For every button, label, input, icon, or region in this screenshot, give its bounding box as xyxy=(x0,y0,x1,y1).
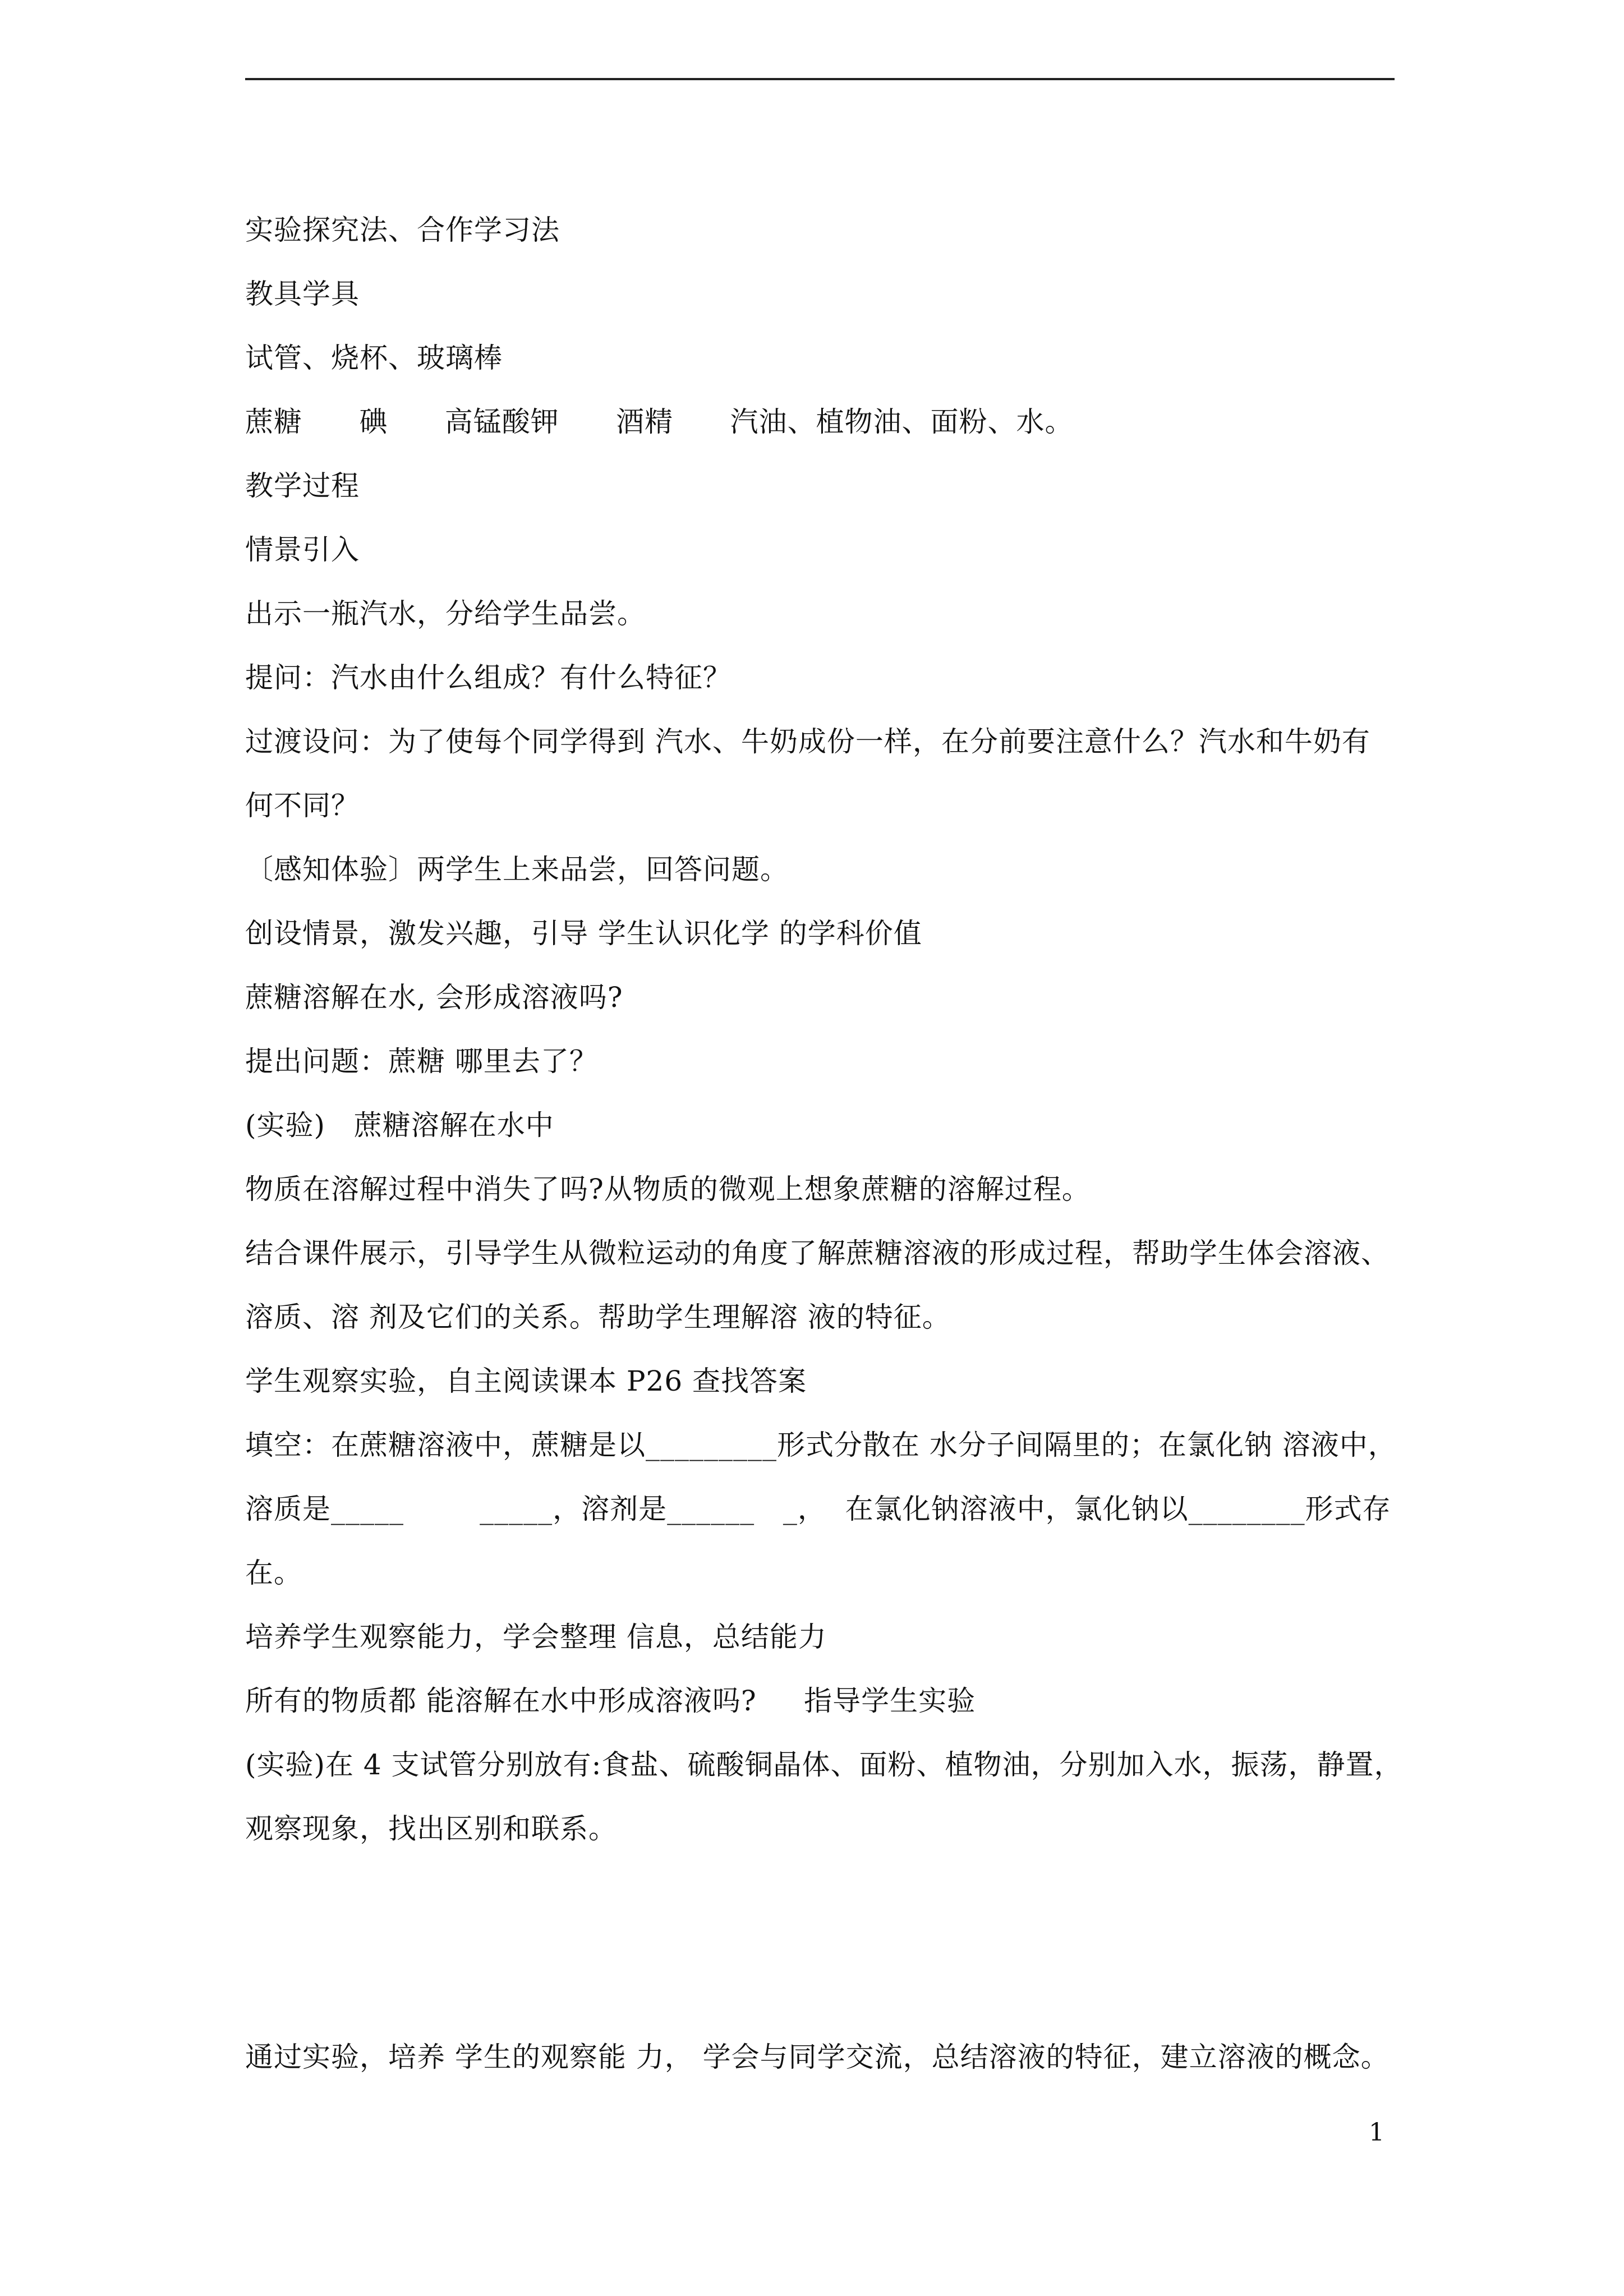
page-number: 1 xyxy=(1369,2118,1384,2147)
text-line-fill-blank-end: 在。 xyxy=(245,1557,302,1589)
text-line-courseware: 结合课件展示，引导学生从微粒运动的角度了解蔗糖溶液的形成过程，帮助学生体会溶液、 xyxy=(245,1237,1390,1269)
text-line-observe-phenomena: 观察现象，找出区别和联系。 xyxy=(245,1812,617,1845)
text-line-experiment-sugar: (实验) 蔗糖溶解在水中 xyxy=(245,1109,554,1142)
text-line-perception-experience: 〔感知体验〕两学生上来品尝，回答问题。 xyxy=(245,853,789,886)
text-line-materials: 蔗糖 碘 高锰酸钾 酒精 汽油、植物油、面粉、水。 xyxy=(245,406,1074,438)
text-line-teaching-process-heading: 教学过程 xyxy=(245,470,360,502)
text-line-question: 提问：汽水由什么组成？有什么特征？ xyxy=(245,661,732,694)
header-rule xyxy=(245,78,1395,80)
text-line-cultivate-ability: 培养学生观察能力，学会整理 信息，总结能力 xyxy=(245,1621,827,1653)
text-line-conclusion: 通过实验，培养 学生的观察能 力， 学会与同学交流，总结溶液的特征，建立溶液的概念。 xyxy=(245,2041,1390,2073)
text-line-fill-blank: 填空：在蔗糖溶液中，蔗糖是以_________形式分散在 水分子间隔里的；在氯化钠 溶液中， xyxy=(245,1429,1397,1461)
text-line-transition-question-cont: 何不同？ xyxy=(245,789,360,822)
text-line-microscopic-question: 物质在溶解过程中消失了吗?从物质的微观上想象蔗糖的溶解过程。 xyxy=(245,1173,1091,1205)
text-line-experiment-four-tubes: (实验)在 4 支试管分别放有:食盐、硫酸铜晶体、面粉、植物油，分别加入水，振荡，静置， xyxy=(245,1749,1403,1781)
text-line-teaching-aids-heading: 教具学具 xyxy=(245,278,360,310)
text-line-courseware-cont: 溶质、溶 剂及它们的关系。帮助学生理解溶 液的特征。 xyxy=(245,1301,951,1333)
text-line-raise-question: 提出问题：蔗糖 哪里去了？ xyxy=(245,1045,598,1078)
text-line-show-soda: 出示一瓶汽水，分给学生品尝。 xyxy=(245,597,646,630)
text-line-teaching-methods: 实验探究法、合作学习法 xyxy=(245,214,560,246)
text-line-observe-read: 学生观察实验，自主阅读课本 P26 查找答案 xyxy=(245,1365,807,1397)
text-line-create-scenario: 创设情景，激发兴趣，引导 学生认识化学 的学科价值 xyxy=(245,917,922,950)
text-line-scenario-intro: 情景引入 xyxy=(245,533,360,566)
text-line-sugar-dissolve-question: 蔗糖溶解在水, 会形成溶液吗? xyxy=(245,981,623,1014)
text-line-transition-question: 过渡设问：为了使每个同学得到 汽水、牛奶成份一样，在分前要注意什么？汽水和牛奶有 xyxy=(245,725,1370,758)
text-line-all-substances-question: 所有的物质都 能溶解在水中形成溶液吗? 指导学生实验 xyxy=(245,1685,976,1717)
text-line-equipment: 试管、烧杯、玻璃棒 xyxy=(245,342,503,374)
text-line-fill-blank-cont: 溶质是_____ _____，溶剂是______ _， 在氯化钠溶液中，氯化钠以________形式存 xyxy=(245,1493,1391,1525)
